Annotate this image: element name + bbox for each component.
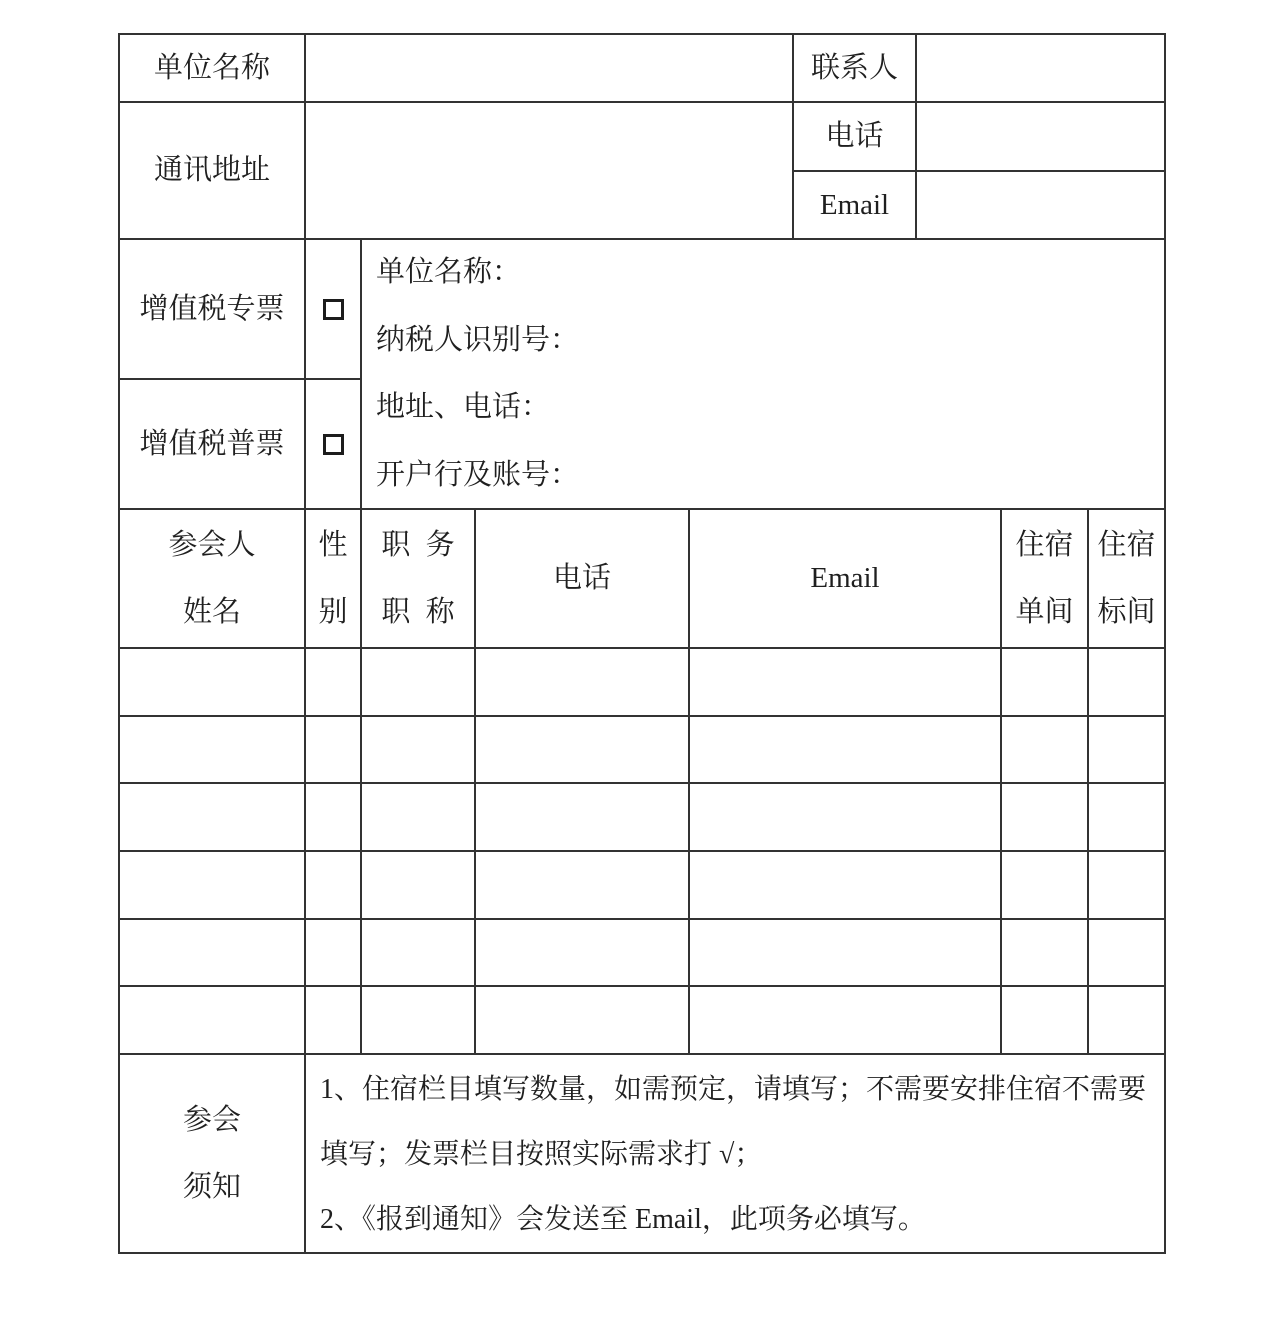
attendee-cell-r2-c5[interactable] <box>690 717 1002 785</box>
address-label-text: 通讯地址 <box>153 154 270 187</box>
attendee-cell-r4-c7[interactable] <box>1089 852 1164 920</box>
attendee-cell-r6-c2[interactable] <box>306 987 362 1055</box>
attendee-cell-r5-c1[interactable] <box>120 920 306 988</box>
attendee-cell-r3-c6[interactable] <box>1002 784 1089 852</box>
attendee-cell-r6-c3[interactable] <box>362 987 476 1055</box>
email-label-text: Email <box>819 188 890 221</box>
attendee-cell-r4-c5[interactable] <box>690 852 1002 920</box>
attendee-cell-r5-c4[interactable] <box>476 920 690 988</box>
invoice-bank-account-line: 开户行及账号： <box>376 458 580 491</box>
vat-special-label <box>120 240 306 380</box>
attendee-cell-r1-c7[interactable] <box>1089 649 1164 717</box>
attendee-cell-r4-c3[interactable] <box>362 852 476 920</box>
attendee-cell-r3-c7[interactable] <box>1089 784 1164 852</box>
address-label <box>120 103 306 240</box>
attendee-cell-r2-c4[interactable] <box>476 717 690 785</box>
attendee-cell-r4-c4[interactable] <box>476 852 690 920</box>
header-single-room: 住宿 单间 <box>1002 510 1089 649</box>
attendee-cell-r4-c6[interactable] <box>1002 852 1089 920</box>
vat-special-checkbox[interactable] <box>323 299 344 320</box>
contact-label <box>794 35 917 103</box>
note-item-2: 2、《报到通知》会发送至 Email，此项务必填写。 <box>320 1204 926 1235</box>
top-info-section <box>120 35 1164 240</box>
attendee-cell-r3-c3[interactable] <box>362 784 476 852</box>
header-gender: 性 别 <box>306 510 362 649</box>
unit-name-field[interactable] <box>306 35 794 103</box>
unit-name-label <box>120 35 306 103</box>
attendee-grid <box>120 510 1164 1055</box>
attendee-cell-r1-c5[interactable] <box>690 649 1002 717</box>
header-standard-room: 住宿 标间 <box>1089 510 1164 649</box>
attendee-cell-r5-c3[interactable] <box>362 920 476 988</box>
vat-general-label-text: 增值税普票 <box>139 427 285 460</box>
phone-label-text: 电话 <box>825 120 884 153</box>
notes-section <box>120 1055 1164 1252</box>
attendee-cell-r2-c2[interactable] <box>306 717 362 785</box>
vat-general-checkbox[interactable] <box>323 434 344 455</box>
notes-label: 参会 须知 <box>120 1055 306 1252</box>
email-label <box>794 172 917 240</box>
attendee-cell-r1-c1[interactable] <box>120 649 306 717</box>
contact-field[interactable] <box>917 35 1164 103</box>
attendee-cell-r4-c2[interactable] <box>306 852 362 920</box>
contact-label-text: 联系人 <box>810 51 898 84</box>
email-field[interactable] <box>917 172 1164 240</box>
invoice-address-phone-line: 地址、电话： <box>376 391 551 423</box>
registration-form-table <box>118 33 1166 1254</box>
header-phone: 电话 <box>476 510 690 649</box>
attendee-cell-r6-c6[interactable] <box>1002 987 1089 1055</box>
attendee-cell-r1-c2[interactable] <box>306 649 362 717</box>
attendee-cell-r6-c5[interactable] <box>690 987 1002 1055</box>
attendee-cell-r2-c1[interactable] <box>120 717 306 785</box>
phone-field[interactable] <box>917 103 1164 172</box>
vat-special-checkbox-cell[interactable] <box>306 240 362 380</box>
phone-label <box>794 103 917 172</box>
note-item-1: 1、住宿栏目填写数量，如需预定，请填写；不需要安排住宿不需要填写；发票栏目按照实际需求打 √； <box>320 1074 1147 1170</box>
attendee-cell-r6-c7[interactable] <box>1089 987 1164 1055</box>
header-attendee-name: 参会人 姓名 <box>120 510 306 649</box>
attendee-cell-r1-c3[interactable] <box>362 649 476 717</box>
invoice-taxpayer-id-line: 纳税人识别号： <box>376 323 580 356</box>
attendee-cell-r3-c2[interactable] <box>306 784 362 852</box>
attendee-cell-r5-c2[interactable] <box>306 920 362 988</box>
attendee-cell-r5-c7[interactable] <box>1089 920 1164 988</box>
attendee-cell-r2-c3[interactable] <box>362 717 476 785</box>
notes-content <box>306 1055 1164 1252</box>
attendee-cell-r2-c6[interactable] <box>1002 717 1089 785</box>
attendee-cell-r5-c6[interactable] <box>1002 920 1089 988</box>
address-field[interactable] <box>306 103 794 240</box>
attendee-cell-r3-c4[interactable] <box>476 784 690 852</box>
attendee-cell-r5-c5[interactable] <box>690 920 1002 988</box>
vat-general-label <box>120 380 306 510</box>
attendee-cell-r3-c1[interactable] <box>120 784 306 852</box>
vat-general-checkbox-cell[interactable] <box>306 380 362 510</box>
header-email: Email <box>690 510 1002 649</box>
invoice-unit-name-line: 单位名称： <box>376 256 522 288</box>
attendee-cell-r1-c4[interactable] <box>476 649 690 717</box>
vat-special-label-text: 增值税专票 <box>139 292 285 325</box>
attendee-cell-r6-c4[interactable] <box>476 987 690 1055</box>
attendee-cell-r1-c6[interactable] <box>1002 649 1089 717</box>
attendee-cell-r3-c5[interactable] <box>690 784 1002 852</box>
attendee-cell-r2-c7[interactable] <box>1089 717 1164 785</box>
unit-name-label-text: 单位名称 <box>153 51 270 84</box>
attendee-cell-r4-c1[interactable] <box>120 852 306 920</box>
invoice-detail-cell[interactable] <box>362 240 1164 510</box>
invoice-section <box>120 240 1164 510</box>
header-position-title: 职 务 职 称 <box>362 510 476 649</box>
attendee-cell-r6-c1[interactable] <box>120 987 306 1055</box>
